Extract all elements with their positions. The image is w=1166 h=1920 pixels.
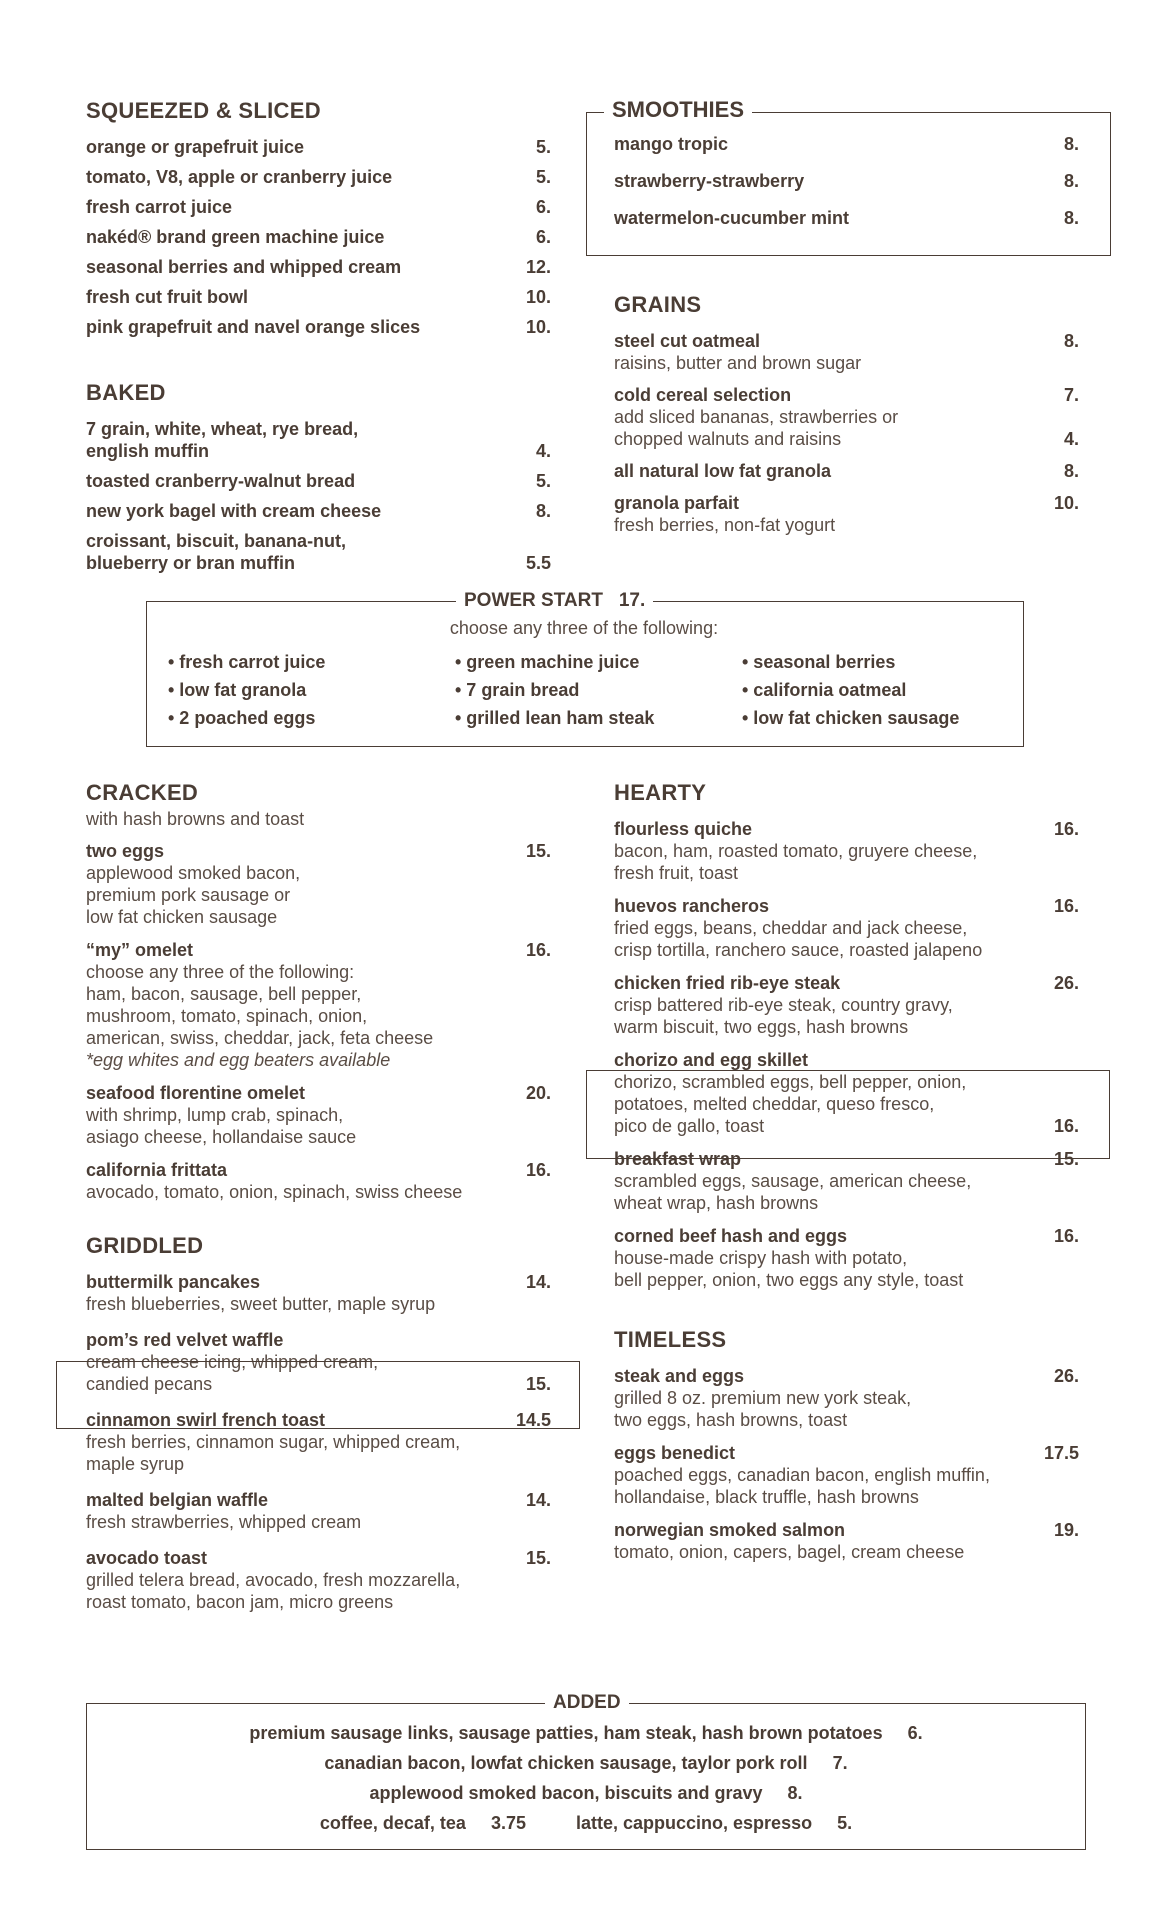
added-line-1 bbox=[86, 1718, 1086, 1748]
item-description: scrambled eggs, sausage, american cheese, bbox=[614, 1171, 972, 1191]
menu-item bbox=[614, 133, 1079, 155]
menu-item bbox=[614, 170, 1079, 192]
item-description: candied pecans bbox=[86, 1374, 213, 1394]
menu-entry bbox=[86, 1547, 551, 1613]
item-price: 17.5 bbox=[1043, 1443, 1079, 1463]
item-name: tomato, V8, apple or cranberry juice bbox=[86, 167, 393, 187]
item-price: 12. bbox=[525, 257, 551, 277]
added-line-2-price: 7. bbox=[832, 1753, 848, 1773]
menu-item bbox=[86, 1159, 551, 1181]
item-name: pink grapefruit and navel orange slices bbox=[86, 317, 421, 337]
item-description: cream cheese icing, whipped cream, bbox=[86, 1352, 379, 1372]
item-price: 26. bbox=[1053, 973, 1079, 993]
item-price: 14. bbox=[525, 1490, 551, 1510]
item-description: fried eggs, beans, cheddar and jack cheese, bbox=[614, 918, 968, 938]
smoothies-title: SMOOTHIES bbox=[604, 97, 752, 123]
smoothies-list bbox=[614, 133, 1079, 244]
menu-entry bbox=[614, 972, 1079, 1038]
grains-title: GRAINS bbox=[614, 292, 702, 317]
power-start-option: • california oatmeal bbox=[742, 680, 907, 700]
menu-entry bbox=[86, 1159, 551, 1203]
menu-entry bbox=[86, 939, 551, 1071]
item-description: add sliced bananas, strawberries or bbox=[614, 407, 899, 427]
item-price: 8. bbox=[1063, 134, 1079, 154]
power-start-col-2 bbox=[455, 648, 654, 732]
item-name: orange or grapefruit juice bbox=[86, 137, 305, 157]
item-price: 16. bbox=[1053, 1116, 1079, 1136]
item-description: premium pork sausage or bbox=[86, 885, 291, 905]
item-name: cold cereal selection bbox=[614, 385, 792, 405]
added-line-1-price: 6. bbox=[907, 1723, 923, 1743]
item-name: fresh cut fruit bowl bbox=[86, 287, 248, 307]
cracked-list bbox=[86, 840, 551, 1203]
menu-item bbox=[86, 1489, 551, 1511]
item-name: avocado toast bbox=[86, 1548, 208, 1568]
waffle-highlight-box bbox=[56, 1361, 580, 1429]
cracked-subtitle: with hash browns and toast bbox=[86, 809, 305, 829]
menu-item bbox=[614, 1225, 1079, 1247]
left-bottom-column bbox=[86, 780, 551, 1627]
item-description: avocado, tomato, onion, spinach, swiss cheese bbox=[86, 1182, 463, 1202]
item-description: asiago cheese, hollandaise sauce bbox=[86, 1127, 357, 1147]
item-price: 10. bbox=[1053, 493, 1079, 513]
menu-item bbox=[86, 1082, 551, 1104]
menu-entry bbox=[614, 460, 1079, 482]
power-start-price: 17. bbox=[618, 590, 646, 611]
baked-title: BAKED bbox=[86, 380, 166, 405]
item-description: house-made crispy hash with potato, bbox=[614, 1248, 908, 1268]
item-description: tomato, onion, capers, bagel, cream cheese bbox=[614, 1542, 965, 1562]
item-note: *egg whites and egg beaters available bbox=[86, 1050, 391, 1070]
power-start-heading bbox=[456, 588, 653, 614]
power-start-subtitle: choose any three of the following: bbox=[449, 618, 719, 638]
power-start-col-1 bbox=[168, 648, 325, 732]
menu-item bbox=[86, 286, 551, 308]
item-name: chorizo and egg skillet bbox=[614, 1050, 809, 1070]
item-description: maple syrup bbox=[86, 1454, 185, 1474]
squeezed-title: SQUEEZED & SLICED bbox=[86, 98, 321, 123]
item-price: 16. bbox=[525, 1160, 551, 1180]
item-description: grilled telera bread, avocado, fresh mozzarella, bbox=[86, 1570, 461, 1590]
item-price: 8. bbox=[1063, 461, 1079, 481]
item-name: steel cut oatmeal bbox=[614, 331, 761, 351]
menu-item bbox=[614, 460, 1079, 482]
item-name-line: 7 grain, white, wheat, rye bread, bbox=[86, 419, 359, 439]
menu-item bbox=[86, 470, 551, 492]
power-start-option: • low fat chicken sausage bbox=[742, 708, 960, 728]
menu-item bbox=[614, 330, 1079, 352]
menu-item bbox=[86, 196, 551, 218]
item-description: grilled 8 oz. premium new york steak, bbox=[614, 1388, 912, 1408]
menu-item bbox=[86, 256, 551, 278]
item-name: fresh carrot juice bbox=[86, 197, 233, 217]
menu-entry bbox=[86, 1082, 551, 1148]
left-top-column bbox=[86, 98, 551, 582]
power-start-option: • seasonal berries bbox=[742, 652, 896, 672]
power-start-option: • 7 grain bread bbox=[455, 680, 580, 700]
menu-item bbox=[614, 384, 1079, 406]
item-price: 26. bbox=[1053, 1366, 1079, 1386]
item-description: with shrimp, lump crab, spinach, bbox=[86, 1105, 344, 1125]
item-name: blueberry or bran muffin bbox=[86, 553, 296, 573]
item-description: poached eggs, canadian bacon, english muffin, bbox=[614, 1465, 990, 1485]
item-price: 15. bbox=[525, 1548, 551, 1568]
item-price: 5. bbox=[535, 137, 551, 157]
item-price: 20. bbox=[525, 1083, 551, 1103]
item-description: hollandaise, black truffle, hash browns bbox=[614, 1487, 919, 1507]
menu-entry bbox=[86, 840, 551, 928]
item-price: 4. bbox=[535, 441, 551, 461]
item-price: 16. bbox=[1053, 1226, 1079, 1246]
item-description: ham, bacon, sausage, bell pepper, bbox=[86, 984, 362, 1004]
item-name: all natural low fat granola bbox=[614, 461, 832, 481]
added-line-2-text: canadian bacon, lowfat chicken sausage, taylor pork roll bbox=[324, 1753, 808, 1773]
item-name: two eggs bbox=[86, 841, 165, 861]
item-description: fresh blueberries, sweet butter, maple syrup bbox=[86, 1294, 436, 1314]
item-price: 8. bbox=[1063, 208, 1079, 228]
item-name: “my” omelet bbox=[86, 940, 194, 960]
added-line-4 bbox=[86, 1808, 1086, 1838]
hearty-title: HEARTY bbox=[614, 780, 707, 805]
item-addon-row bbox=[614, 428, 1079, 450]
item-price: 15. bbox=[525, 1374, 551, 1394]
item-name-line: croissant, biscuit, banana-nut, bbox=[86, 531, 347, 551]
item-description: low fat chicken sausage bbox=[86, 907, 278, 927]
added-line-4a-text: coffee, decaf, tea bbox=[319, 1813, 466, 1833]
menu-entry bbox=[614, 384, 1079, 450]
item-name: cinnamon swirl french toast bbox=[86, 1410, 326, 1430]
power-start-title: POWER START bbox=[464, 590, 603, 611]
menu-entry bbox=[614, 1519, 1079, 1563]
item-name: nakéd® brand green machine juice bbox=[86, 227, 385, 247]
menu-item bbox=[614, 972, 1079, 994]
menu-item bbox=[86, 1271, 551, 1293]
item-name: flourless quiche bbox=[614, 819, 753, 839]
chorizo-highlight-box bbox=[586, 1070, 1110, 1159]
item-name: mango tropic bbox=[614, 134, 729, 154]
menu-item bbox=[86, 440, 551, 462]
item-name: pom’s red velvet waffle bbox=[86, 1330, 284, 1350]
added-line-4a-price: 3.75 bbox=[490, 1813, 526, 1833]
power-start-option: • green machine juice bbox=[455, 652, 640, 672]
item-price: 16. bbox=[1053, 896, 1079, 916]
item-name: toasted cranberry-walnut bread bbox=[86, 471, 356, 491]
squeezed-list bbox=[86, 136, 551, 338]
menu-item bbox=[614, 1365, 1079, 1387]
item-description: mushroom, tomato, spinach, onion, bbox=[86, 1006, 368, 1026]
baked-list bbox=[86, 418, 551, 574]
menu-item bbox=[614, 492, 1079, 514]
menu-entry bbox=[86, 1489, 551, 1533]
menu-item bbox=[86, 136, 551, 158]
menu-item bbox=[86, 939, 551, 961]
added-line-3 bbox=[86, 1778, 1086, 1808]
item-name: breakfast wrap bbox=[614, 1149, 742, 1169]
menu-item bbox=[86, 166, 551, 188]
menu-entry bbox=[614, 1225, 1079, 1291]
item-description: fresh fruit, toast bbox=[614, 863, 739, 883]
item-description: raisins, butter and brown sugar bbox=[614, 353, 862, 373]
item-description: fresh berries, non-fat yogurt bbox=[614, 515, 836, 535]
menu-item bbox=[614, 1519, 1079, 1541]
item-description: roast tomato, bacon jam, micro greens bbox=[86, 1592, 394, 1612]
cracked-title: CRACKED bbox=[86, 780, 199, 805]
timeless-list bbox=[614, 1365, 1079, 1563]
grains-column bbox=[614, 292, 1079, 546]
menu-item bbox=[86, 1329, 551, 1351]
item-price: 7. bbox=[1063, 385, 1079, 405]
item-description: chorizo, scrambled eggs, bell pepper, onion, bbox=[614, 1072, 967, 1092]
menu-item bbox=[614, 207, 1079, 229]
power-start-option: • 2 poached eggs bbox=[168, 708, 316, 728]
menu-item bbox=[86, 226, 551, 248]
menu-entry bbox=[614, 330, 1079, 374]
item-name: malted belgian waffle bbox=[86, 1490, 269, 1510]
menu-entry bbox=[614, 492, 1079, 536]
item-description: crisp battered rib-eye steak, country gravy, bbox=[614, 995, 953, 1015]
item-price: 15. bbox=[1053, 1149, 1079, 1169]
item-name: steak and eggs bbox=[614, 1366, 745, 1386]
menu-entry bbox=[614, 1442, 1079, 1508]
item-price: 5. bbox=[535, 471, 551, 491]
item-price: 5.5 bbox=[525, 553, 551, 573]
added-line-3-price: 8. bbox=[787, 1783, 803, 1803]
menu-item bbox=[614, 895, 1079, 917]
item-price: 15. bbox=[525, 841, 551, 861]
power-start-option: • grilled lean ham steak bbox=[455, 708, 655, 728]
menu-item bbox=[86, 840, 551, 862]
power-start-option: • low fat granola bbox=[168, 680, 307, 700]
item-name: buttermilk pancakes bbox=[86, 1272, 261, 1292]
griddled-title: GRIDDLED bbox=[86, 1233, 204, 1258]
power-start-option: • fresh carrot juice bbox=[168, 652, 326, 672]
item-price: 8. bbox=[1063, 171, 1079, 191]
item-name: corned beef hash and eggs bbox=[614, 1226, 848, 1246]
menu-item bbox=[86, 500, 551, 522]
menu-item bbox=[614, 818, 1079, 840]
added-line-4b-price: 5. bbox=[837, 1813, 853, 1833]
item-price: 14. bbox=[525, 1272, 551, 1292]
item-description: fresh berries, cinnamon sugar, whipped cream, bbox=[86, 1432, 461, 1452]
item-price: 6. bbox=[535, 197, 551, 217]
item-name: huevos rancheros bbox=[614, 896, 770, 916]
item-name: california frittata bbox=[86, 1160, 228, 1180]
item-description: wheat wrap, hash browns bbox=[614, 1193, 819, 1213]
item-price: 5. bbox=[535, 167, 551, 187]
timeless-title: TIMELESS bbox=[614, 1327, 727, 1352]
menu-entry bbox=[614, 1365, 1079, 1431]
item-price: 8. bbox=[1063, 331, 1079, 351]
item-price: 16. bbox=[1053, 819, 1079, 839]
item-name: chicken fried rib-eye steak bbox=[614, 973, 841, 993]
menu-item bbox=[86, 552, 551, 574]
item-name: watermelon-cucumber mint bbox=[614, 208, 850, 228]
item-description: potatoes, melted cheddar, queso fresco, bbox=[614, 1094, 935, 1114]
item-description: bacon, ham, roasted tomato, gruyere cheese, bbox=[614, 841, 978, 861]
item-description: pico de gallo, toast bbox=[614, 1116, 765, 1136]
item-name: seasonal berries and whipped cream bbox=[86, 257, 402, 277]
item-price: 4. bbox=[1063, 429, 1079, 449]
item-description: choose any three of the following: bbox=[86, 962, 355, 982]
menu-entry bbox=[86, 1271, 551, 1315]
added-lines bbox=[86, 1718, 1086, 1838]
added-line-1-text: premium sausage links, sausage patties, ham steak, hash brown potatoes bbox=[249, 1723, 883, 1743]
item-price: 10. bbox=[525, 287, 551, 307]
menu-entry bbox=[614, 818, 1079, 884]
griddled-list bbox=[86, 1271, 551, 1613]
item-description: american, swiss, cheddar, jack, feta cheese bbox=[86, 1028, 434, 1048]
menu-item bbox=[614, 1049, 1079, 1071]
added-line-2 bbox=[86, 1748, 1086, 1778]
item-name: new york bagel with cream cheese bbox=[86, 501, 382, 521]
menu-item bbox=[614, 1442, 1079, 1464]
item-description: warm biscuit, two eggs, hash browns bbox=[614, 1017, 909, 1037]
item-name: english muffin bbox=[86, 441, 209, 461]
power-start-col-3 bbox=[742, 648, 959, 732]
grains-list bbox=[614, 330, 1079, 536]
right-bottom-column bbox=[614, 780, 1079, 1574]
hearty-list bbox=[614, 818, 1079, 1291]
item-name: norwegian smoked salmon bbox=[614, 1520, 846, 1540]
item-price: 16. bbox=[525, 940, 551, 960]
item-description: chopped walnuts and raisins bbox=[614, 429, 842, 449]
item-price: 8. bbox=[535, 501, 551, 521]
added-title: ADDED bbox=[545, 1690, 629, 1716]
menu-item bbox=[86, 316, 551, 338]
item-price: 19. bbox=[1053, 1520, 1079, 1540]
item-description: fresh strawberries, whipped cream bbox=[86, 1512, 362, 1532]
item-price: 10. bbox=[525, 317, 551, 337]
item-description: two eggs, hash browns, toast bbox=[614, 1410, 848, 1430]
added-line-4b-text: latte, cappuccino, espresso bbox=[576, 1813, 813, 1833]
item-description: crisp tortilla, ranchero sauce, roasted jalapeno bbox=[614, 940, 983, 960]
menu-item bbox=[86, 1547, 551, 1569]
item-name: eggs benedict bbox=[614, 1443, 736, 1463]
item-name: seafood florentine omelet bbox=[86, 1083, 306, 1103]
item-price: 14.5 bbox=[515, 1410, 551, 1430]
item-name: strawberry-strawberry bbox=[614, 171, 805, 191]
menu-entry bbox=[614, 895, 1079, 961]
item-name: granola parfait bbox=[614, 493, 740, 513]
item-price: 6. bbox=[535, 227, 551, 247]
added-line-3-text: applewood smoked bacon, biscuits and gravy bbox=[369, 1783, 763, 1803]
item-description: applewood smoked bacon, bbox=[86, 863, 301, 883]
item-description: bell pepper, onion, two eggs any style, toast bbox=[614, 1270, 964, 1290]
